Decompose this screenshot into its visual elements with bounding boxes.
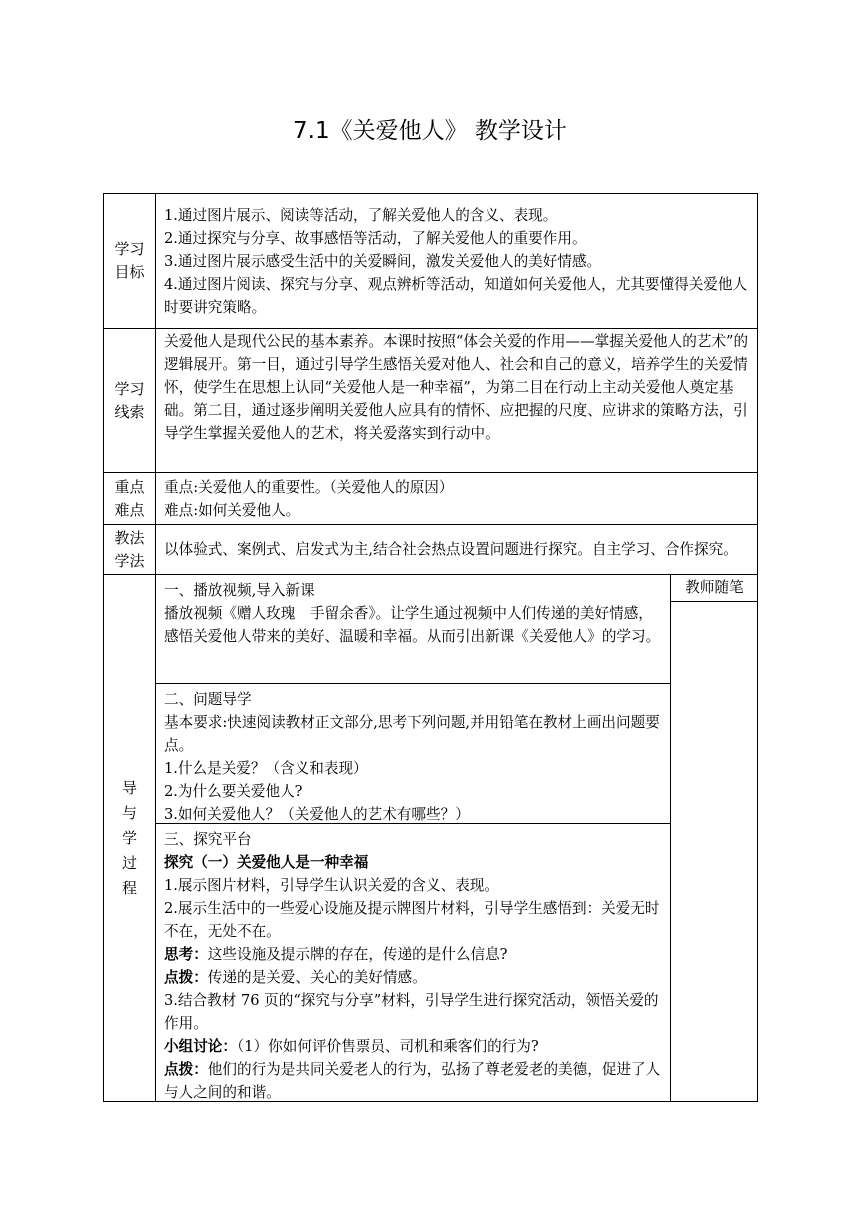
key-row <box>104 473 758 525</box>
process-label-char: 导 <box>121 778 137 797</box>
goals-label-line1: 学习 <box>114 240 145 258</box>
goals-row <box>104 194 758 329</box>
requirement-text: 基本要求:快速阅读教材正文部分,思考下列问题,并用铅笔在教材上画出问题要点。 <box>164 714 660 754</box>
goal-item: 1.通过图片展示、阅读等活动，了解关爱他人的含义、表现。 <box>164 206 558 224</box>
explore-title: 探究（一）关爱他人是一种幸福 <box>164 854 369 871</box>
think-line <box>164 943 666 966</box>
section-heading: 三、探究平台 <box>164 831 252 848</box>
lesson-plan-table <box>103 193 758 1102</box>
step-item: 3.结合教材 76 页的“探究与分享”材料，引导学生进行探究活动，领悟关爱的作用。 <box>164 992 659 1032</box>
goals-label-line2: 目标 <box>114 263 145 281</box>
method-label <box>104 525 156 575</box>
section-intro <box>156 575 670 684</box>
method-label-line2: 学法 <box>114 551 145 570</box>
clue-text: 关爱他人是现代公民的基本素养。本课时按照“体会关爱的作用——掌握关爱他人的艺术”的逻辑展开。第一目，通过引导学生感悟关爱对他人、社会和自己的意义，培养学生的关爱情怀，使学生在思想上认同“关爱他人是一种幸福”，为第二目在行动上主动关爱他人奠定基础。第二目，通过逐步阐明关爱他人应具有的情怀、应把握的尺度、应讲求的策略方法，引导学生掌握关爱他人的艺术，将关爱落实到行动中。 <box>164 333 749 442</box>
question-item: 2.为什么要关爱他人? <box>164 783 303 800</box>
method-row <box>104 525 758 575</box>
teacher-notes-header: 教师随笔 <box>671 575 758 602</box>
process-cell <box>156 575 758 1102</box>
process-label-char: 与 <box>121 803 137 822</box>
discuss-label: 小组讨论： <box>164 1038 237 1055</box>
key-label <box>104 473 156 525</box>
method-cell <box>156 525 758 575</box>
question-item: 1.什么是关爱？（含义和表现） <box>164 760 368 777</box>
discuss-text: （1）你如何评价售票员、司机和乘客们的行为? <box>236 1038 539 1055</box>
clue-cell <box>156 329 758 473</box>
tip-label: 点拨： <box>164 1061 208 1078</box>
section-explore <box>156 824 670 1101</box>
clue-label <box>104 329 156 473</box>
goals-label <box>104 194 156 329</box>
key-label-line1: 重点 <box>114 477 145 496</box>
tip-label: 点拨： <box>164 969 208 986</box>
process-row <box>104 575 758 1102</box>
goals-cell <box>156 194 758 329</box>
difficult-point: 难点:如何关爱他人。 <box>164 501 301 519</box>
tip-text: 传递的是关爱、关心的美好情感。 <box>207 969 427 986</box>
key-label-line2: 难点 <box>114 500 145 519</box>
step-item: 1.展示图片材料，引导学生认识关爱的含义、表现。 <box>164 877 499 894</box>
method-text: 以体验式、案例式、启发式为主,结合社会热点设置问题进行探究。自主学习、合作探究。 <box>164 541 738 558</box>
section-text: 播放视频《赠人玫瑰 手留余香》。让学生通过视频中人们传递的美好情感，感悟关爱他人带来的美好、温暖和幸福。从而引出新课《关爱他人》的学习。 <box>164 605 661 645</box>
clue-row <box>104 329 758 473</box>
goal-item: 3.通过图片展示感受生活中的关爱瞬间，激发关爱他人的美好情感。 <box>164 252 602 270</box>
think-text: 这些设施及提示牌的存在，传递的是什么信息? <box>207 946 508 963</box>
step-item: 2.展示生活中的一些爱心设施及提示牌图片材料，引导学生感悟到：关爱无时不在，无处不在。 <box>164 900 660 940</box>
tip-text: 他们的行为是共同关爱老人的行为，弘扬了尊老爱老的美德，促进了人与人之间的和谐。 <box>164 1061 661 1101</box>
method-label-line1: 教法 <box>114 528 145 547</box>
tip-line <box>164 966 666 989</box>
section-questions <box>156 684 670 824</box>
section-heading: 一、播放视频,导入新课 <box>164 582 315 599</box>
tip-line <box>164 1058 666 1104</box>
clue-label-line2: 线索 <box>114 402 145 421</box>
goal-item: 2.通过探究与分享、故事感悟等活动，了解关爱他人的重要作用。 <box>164 229 587 247</box>
key-cell <box>156 473 758 525</box>
process-label-char: 程 <box>121 878 137 897</box>
page-title: 7.1《关爱他人》 教学设计 <box>293 118 567 144</box>
discuss-line <box>164 1035 666 1058</box>
goal-item: 4.通过图片阅读、探究与分享、观点辨析等活动，知道如何关爱他人，尤其要懂得关爱他人时要讲究策略。 <box>164 275 748 316</box>
clue-label-line1: 学习 <box>114 379 145 398</box>
section-heading: 二、问题导学 <box>164 691 252 708</box>
think-label: 思考： <box>164 946 208 963</box>
teacher-notes-column <box>670 575 758 1101</box>
key-point: 重点:关爱他人的重要性。（关爱他人的原因） <box>164 478 454 496</box>
process-label-char: 过 <box>121 853 137 872</box>
question-item: 3.如何关爱他人？（关爱他人的艺术有哪些？） <box>164 806 470 823</box>
process-label-char: 学 <box>121 828 137 847</box>
process-label <box>104 575 156 1102</box>
